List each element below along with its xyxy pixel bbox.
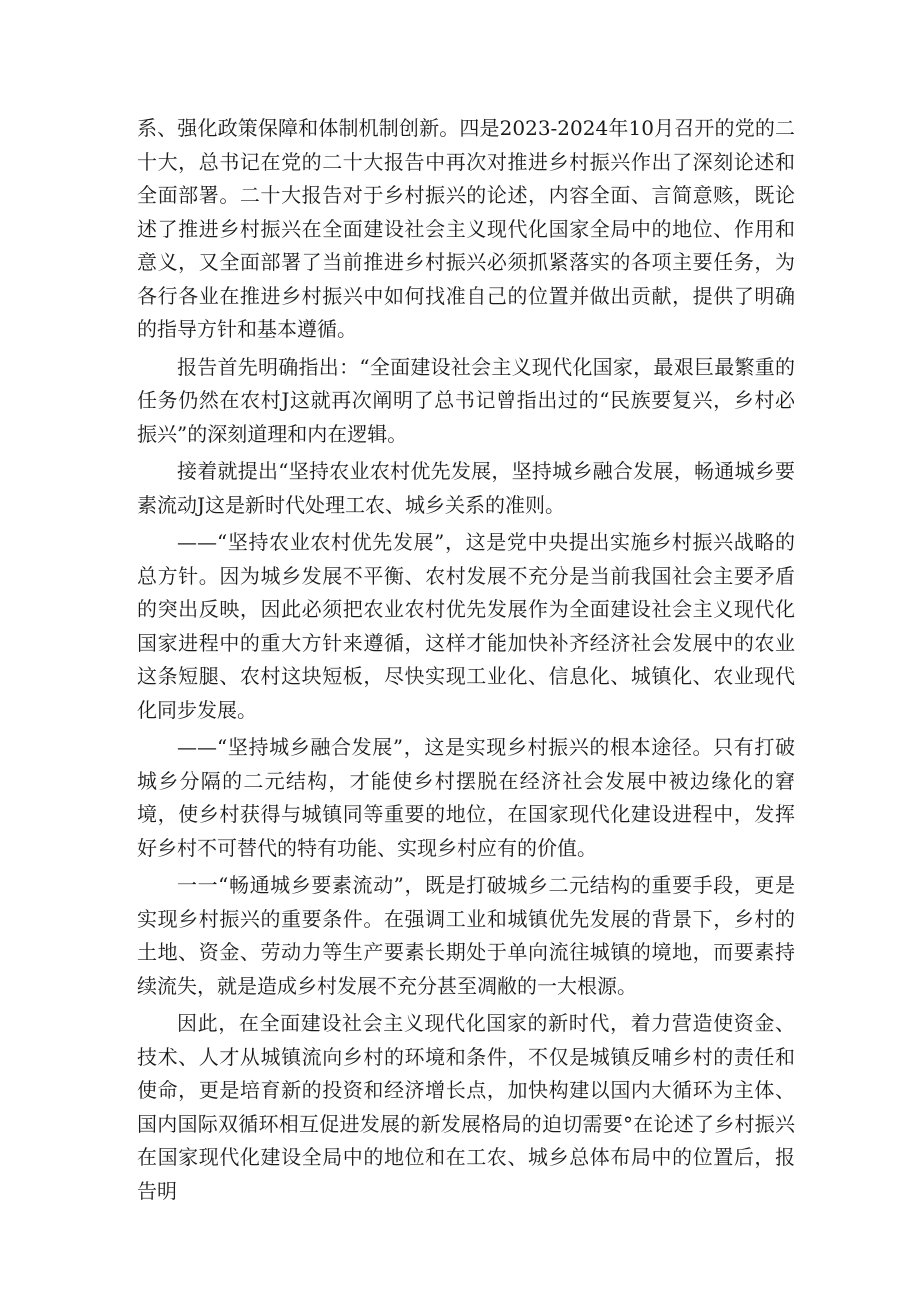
paragraph-4: ——“坚持农业农村优先发展”，这是党中央提出实施乡村振兴战略的总方针。因为城乡发展不平衡、农村发展不充分是当前我国社会主要矛盾的突出反映，因此必须把农业农村优先发展作为全面建设社会主义现代化国家进程中的重大方针来遵循，这样才能加快补齐经济社会发展中的农业这条短腿、农村这块短板，尽快实现工业化、信息化、城镇化、农业现代化同步发展。 xyxy=(137,530,795,722)
paragraph-5: ——“坚持城乡融合发展”，这是实现乡村振兴的根本途径。只有打破城乡分隔的二元结构，才能使乡村摆脱在经济社会发展中被边缘化的窘境，使乡村获得与城镇同等重要的地位，在国家现代化建设进程中，发挥好乡村不可替代的特有功能、实现乡村应有的价值。 xyxy=(137,735,795,860)
paragraph-6: 一一“畅通城乡要素流动”，既是打破城乡二元结构的重要手段，更是实现乡村振兴的重要条件。在强调工业和城镇优先发展的背景下，乡村的土地、资金、劳动力等生产要素长期处于单向流往城镇的境地，而要素持续流失，就是造成乡村发展不充分甚至凋敝的一大根源。 xyxy=(137,873,795,998)
paragraph-7: 因此，在全面建设社会主义现代化国家的新时代，着力营造使资金、技术、人才从城镇流向乡村的环境和条件，不仅是城镇反哺乡村的责任和使命，更是培育新的投资和经济增长点，加快构建以国内大循环为主体、国内国际双循环相互促进发展的新发展格局的迫切需要°在论述了乡村振兴在国家现代化建设全局中的地位和在工农、城乡总体布局中的位置后，报告明 xyxy=(137,1011,795,1203)
paragraph-3: 接着就提出“坚持农业农村优先发展，坚持城乡融合发展，畅通城乡要素流动J这是新时代处理工农、城乡关系的准则。 xyxy=(137,459,795,517)
paragraph-1: 系、强化政策保障和体制机制创新。四是2023-2024年10月召开的党的二十大，总书记在党的二十大报告中再次对推进乡村振兴作出了深刻论述和全面部署。二十大报告对于乡村振兴的论述，内容全面、言简意赅，既论述了推进乡村振兴在全面建设社会主义现代化国家全局中的地位、作用和意义，又全面部署了当前推进乡村振兴必须抓紧落实的各项主要任务，为各行各业在推进乡村振兴中如何找准自己的位置并做出贡献，提供了明确的指导方针和基本遵循。 xyxy=(137,116,795,341)
document-body xyxy=(137,112,795,1212)
paragraph-2: 报告首先明确指出：“全面建设社会主义现代化国家，最艰巨最繁重的任务仍然在农村J这就再次阐明了总书记曾指出过的“民族要复兴，乡村必振兴”的深刻道理和内在逻辑。 xyxy=(137,354,795,446)
